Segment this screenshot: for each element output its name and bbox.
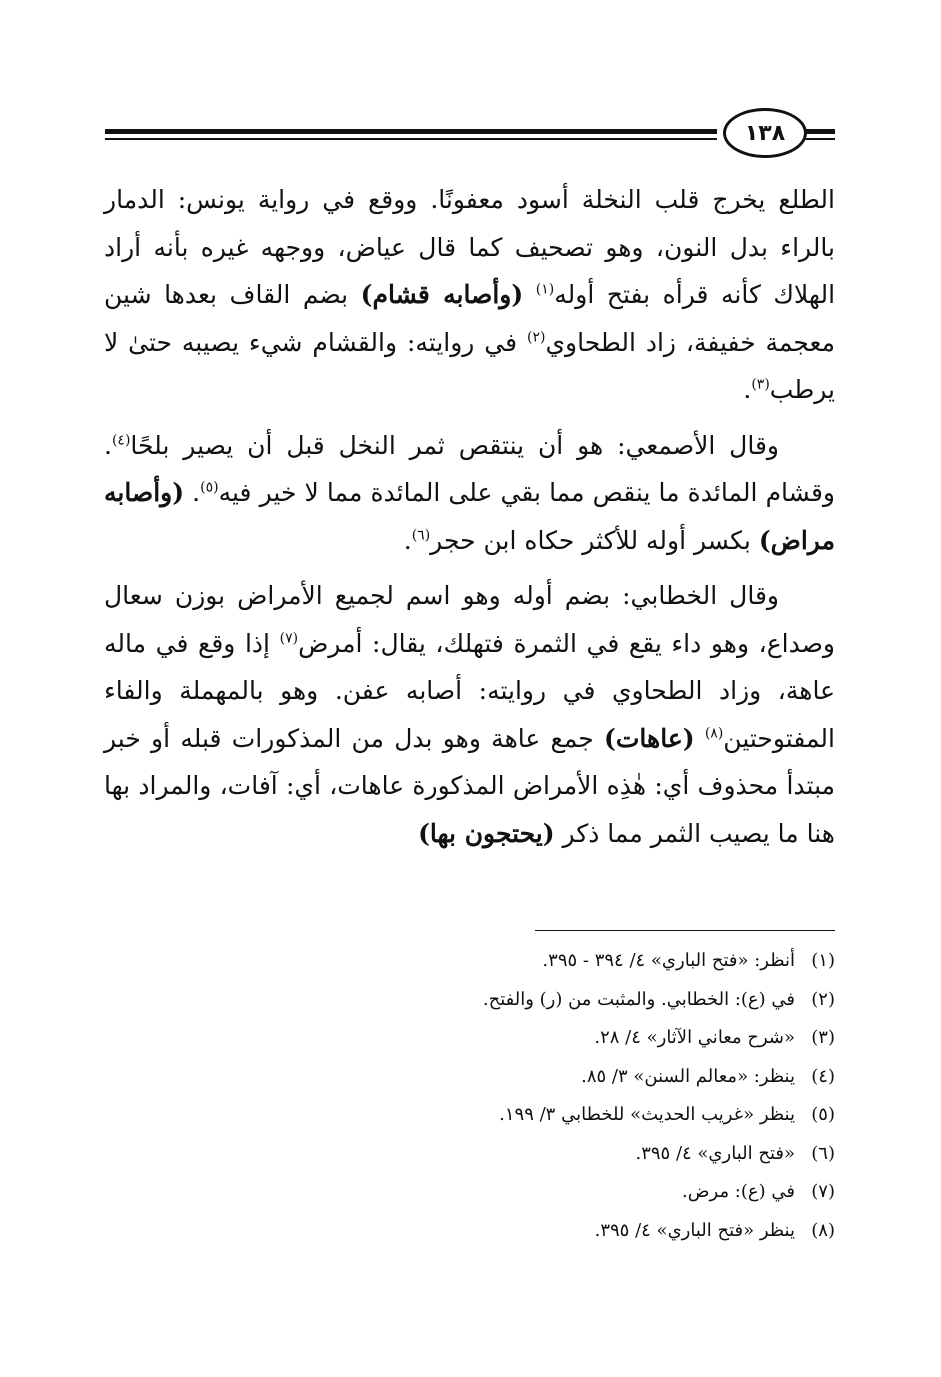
main-text <box>104 176 835 857</box>
text-run: بكسر أوله للأكثر حكاه ابن حجر <box>430 525 759 555</box>
footnote-text: ينظر: «معالم السنن» ٣/ ٨٥. <box>581 1065 795 1087</box>
text-run: الطلع يخرج قلب النخلة أسود معفونًا. ووقع في رواية يونس: الدمار بالراء بدل النون، وهو تصحيف كما قال عياض، ووجهه غيره بأنه أراد الهلاك كأنه قرأه بفتح أوله <box>104 185 836 309</box>
footnote-text: ينظر «غريب الحديث» للخطابي ٣/ ١٩٩. <box>499 1104 795 1125</box>
paragraph <box>104 176 835 414</box>
footnote-text: في (ع): مرض. <box>682 1181 795 1202</box>
text-run <box>695 724 705 753</box>
paragraph <box>104 572 835 857</box>
header-rule-thick <box>105 129 717 134</box>
footnote-text: «شرح معاني الآثار» ٤/ ٢٨. <box>594 1027 795 1048</box>
text-run: وقال الأصمعي: هو أن ينتقص ثمر النخل قبل أن يصير بلحًا <box>130 430 779 460</box>
page-number-badge <box>723 108 807 158</box>
footnote-number: (٧) <box>811 1181 835 1202</box>
page-number: ١٣٨ <box>744 120 786 146</box>
footnote-divider <box>535 930 835 931</box>
footnote-text: في (ع): الخطابي. والمثبت من (ر) والفتح. <box>482 988 795 1010</box>
footnote-number: (١) <box>811 950 835 971</box>
header-rule-thin <box>105 138 717 140</box>
text-run: في روايته: والقشام شيء يصيبه حتىٰ لا يرطب <box>104 327 835 404</box>
footnote-ref: (٣) <box>751 376 770 393</box>
footnote-text: أنظر: «فتح الباري» ٤/ ٣٩٤ - ٣٩٥. <box>542 950 795 971</box>
footnote-item <box>175 1212 835 1251</box>
paragraph <box>104 422 835 565</box>
footnote-item <box>175 1096 835 1135</box>
text-run: جمع عاهة وهو بدل من المذكورات قبله أو خبر مبتدأ محذوف أي: هٰذِه الأمراض المذكورة عاهات، أي: آفات، والمراد بها هنا ما يصيب الثمر مما ذكر <box>104 723 835 848</box>
text-run: بضم القاف بعدها شين معجمة خفيفة، زاد الطحاوي <box>104 280 835 357</box>
page-header <box>105 108 835 160</box>
hadith-quote: (وأصابه قشام) <box>360 280 524 309</box>
footnote-ref: (٦) <box>411 527 431 544</box>
footnote-ref: (١) <box>535 281 555 298</box>
footnote-item <box>175 981 835 1020</box>
text-run: . <box>403 525 412 555</box>
footnote-ref: (٨) <box>704 725 724 742</box>
footnote-number: (٥) <box>811 1104 835 1125</box>
footnote-number: (٢) <box>811 988 835 1010</box>
footnotes-list <box>175 942 835 1250</box>
footnote-number: (٣) <box>811 1027 835 1048</box>
header-rule-stub <box>805 129 835 134</box>
footnote-item <box>175 1019 835 1058</box>
footnote-item <box>175 942 835 981</box>
hadith-quote: (عاهات) <box>604 723 695 753</box>
hadith-quote: (يحتجون بها) <box>418 818 555 848</box>
footnote-item <box>175 1173 835 1212</box>
footnote-ref: (٧) <box>279 630 299 647</box>
footnote-item <box>175 1135 835 1174</box>
footnote-number: (٦) <box>811 1142 835 1164</box>
text-run: . وقشام المائدة ما ينقص مما بقي على المائدة مما لا خير فيه <box>104 430 835 507</box>
text-run: . <box>184 478 201 507</box>
header-rule-stub-thin <box>805 138 835 140</box>
footnote-ref: (٢) <box>526 329 546 346</box>
footnote-text: ينظر «فتح الباري» ٤/ ٣٩٥. <box>594 1219 795 1241</box>
text-run: إذا وقع في ماله عاهة، وزاد الطحاوي في روايته: أصابه عفن. وهو بالمهملة والفاء المفتوحتين <box>104 628 835 753</box>
text-run: وقال الخطابي: بضم أوله وهو اسم لجميع الأمراض بوزن سعال وصداع، وهو داء يقع في الثمرة فتهلك، يقال: أمرض <box>104 581 835 658</box>
text-run: . <box>743 375 752 404</box>
footnote-ref: (٥) <box>200 479 219 496</box>
footnote-item <box>175 1058 835 1097</box>
footnote-text: «فتح الباري» ٤/ ٣٩٥. <box>635 1142 795 1164</box>
footnote-number: (٤) <box>811 1065 835 1087</box>
hadith-quote: (وأصابه مراض) <box>104 478 835 555</box>
text-run <box>523 280 536 309</box>
footnote-ref: (٤) <box>111 432 131 449</box>
footnote-number: (٨) <box>811 1219 835 1241</box>
